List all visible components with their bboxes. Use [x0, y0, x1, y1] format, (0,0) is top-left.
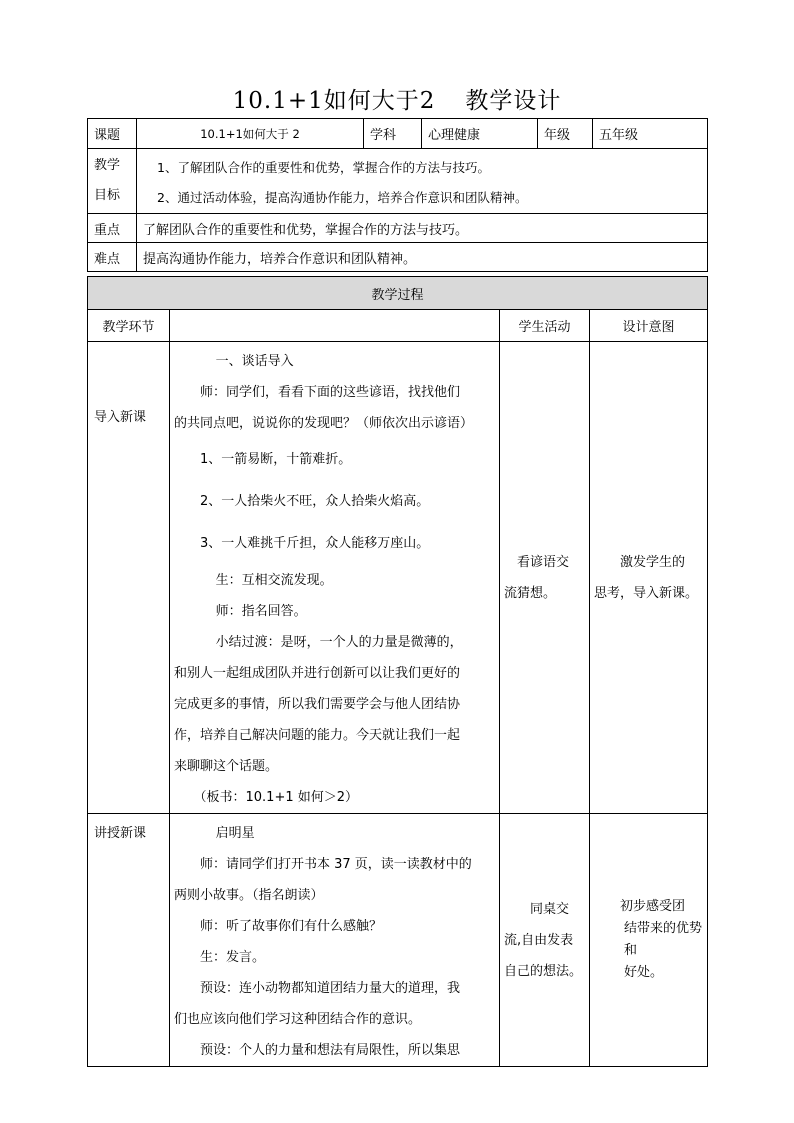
section-stage-intro: 导入新课 — [88, 342, 170, 814]
content-line: 生：发言。 — [200, 950, 266, 965]
content-line: 和别人一起组成团队并进行创新可以让我们更好的 — [174, 666, 461, 681]
content-line: 的共同点吧，说说你的发现吧？（师依次出示谚语） — [174, 416, 474, 431]
process-header: 教学过程 — [88, 277, 708, 310]
process-table — [87, 276, 708, 1067]
content-line: 3、一人难挑千斤担，众人能移万座山。 — [200, 536, 430, 551]
key-row — [88, 214, 708, 243]
col-intent-header: 设计意图 — [590, 310, 708, 342]
content-line: 1、一箭易断，十箭难折。 — [200, 452, 352, 467]
difficulty-row — [88, 243, 708, 272]
goal-row — [88, 149, 708, 214]
document-title — [0, 82, 794, 115]
col-student-header: 学生活动 — [500, 310, 590, 342]
topic-label: 课题 — [88, 119, 137, 149]
intent-line: 思考，导入新课。 — [594, 585, 699, 601]
section-student-teach — [500, 814, 590, 1067]
content-line: 预设：个人的力量和想法有局限性，所以集思 — [200, 1043, 461, 1058]
section-content-teach — [170, 814, 500, 1067]
topic-value: 10.1+1如何大于 2 — [137, 119, 364, 149]
difficulty-value: 提高沟通协作能力，培养合作意识和团队精神。 — [137, 243, 708, 272]
key-value: 了解团队合作的重要性和优势，掌握合作的方法与技巧。 — [137, 214, 708, 243]
student-activity-line: 流,自由发表 — [504, 932, 574, 948]
content-line: 小结过渡：是呀，一个人的力量是微薄的， — [215, 635, 463, 650]
col-stage-header: 教学环节 — [88, 310, 170, 342]
student-activity-line: 流猜想。 — [504, 585, 557, 601]
content-line: 生：互相交流发现。 — [215, 573, 333, 588]
intent-line: 好处。 — [624, 965, 664, 980]
title-part-2: 教学设计 — [465, 88, 562, 114]
student-activity-line: 同桌交 — [530, 901, 570, 917]
intent-line: 激发学生的 — [620, 554, 686, 570]
content-line: 一、谈话导入 — [215, 354, 294, 369]
goal-1: 1、了解团队合作的重要性和优势，掌握合作的方法与技巧。 — [157, 160, 490, 175]
col-content-header — [170, 310, 500, 342]
intent-line: 初步感受团 — [620, 899, 686, 914]
title-part-1: 10.1+1如何大于2 — [232, 88, 436, 114]
content-line: 两则小故事。（指名朗读） — [174, 888, 324, 903]
subject-value: 心理健康 — [422, 119, 538, 149]
section-intent-teach — [590, 814, 708, 1067]
topic-row — [88, 119, 708, 149]
goal-label-line-1: 教学 — [94, 158, 121, 173]
goal-label-line-2: 目标 — [94, 188, 121, 203]
content-line: 2、一人拾柴火不旺，众人拾柴火焰高。 — [200, 494, 430, 509]
content-line: 师：听了故事你们有什么感触？ — [200, 919, 383, 934]
content-line: 师：请同学们打开书本 37 页，读一读教材中的 — [200, 857, 472, 872]
content-line: 完成更多的事情，所以我们需要学会与他人团结协 — [174, 697, 461, 712]
goal-label — [88, 149, 137, 214]
content-line: 启明星 — [215, 826, 255, 841]
section-teach-row — [88, 814, 708, 1067]
info-table — [87, 118, 708, 272]
difficulty-label: 难点 — [88, 243, 137, 272]
content-line: 预设：连小动物都知道团结力量大的道理，我 — [200, 981, 461, 996]
content-line: 师：指名回答。 — [215, 604, 307, 619]
grade-label: 年级 — [538, 119, 593, 149]
student-activity-line: 看谚语交 — [517, 554, 570, 570]
intent-line: 结带来的优势和 — [624, 921, 703, 958]
content-line: 师：同学们，看看下面的这些谚语，找找他们 — [200, 385, 461, 400]
grade-value: 五年级 — [593, 119, 708, 149]
goal-value — [137, 149, 708, 214]
section-intro-row — [88, 342, 708, 814]
column-header-row — [88, 310, 708, 342]
key-label: 重点 — [88, 214, 137, 243]
section-stage-teach: 讲授新课 — [88, 814, 170, 1067]
student-activity-line: 自己的想法。 — [504, 963, 583, 979]
content-line: 来聊聊这个话题。 — [174, 759, 279, 774]
content-line: 们也应该向他们学习这种团结合作的意识。 — [174, 1012, 422, 1027]
goal-2: 2、通过活动体验，提高沟通协作能力，培养合作意识和团队精神。 — [157, 190, 528, 205]
section-student-intro — [500, 342, 590, 814]
content-line: 作，培养自己解决问题的能力。今天就让我们一起 — [174, 728, 461, 743]
content-line: （板书：10.1+1 如何＞2） — [193, 790, 359, 805]
section-content-intro — [170, 342, 500, 814]
section-intent-intro — [590, 342, 708, 814]
subject-label: 学科 — [364, 119, 422, 149]
